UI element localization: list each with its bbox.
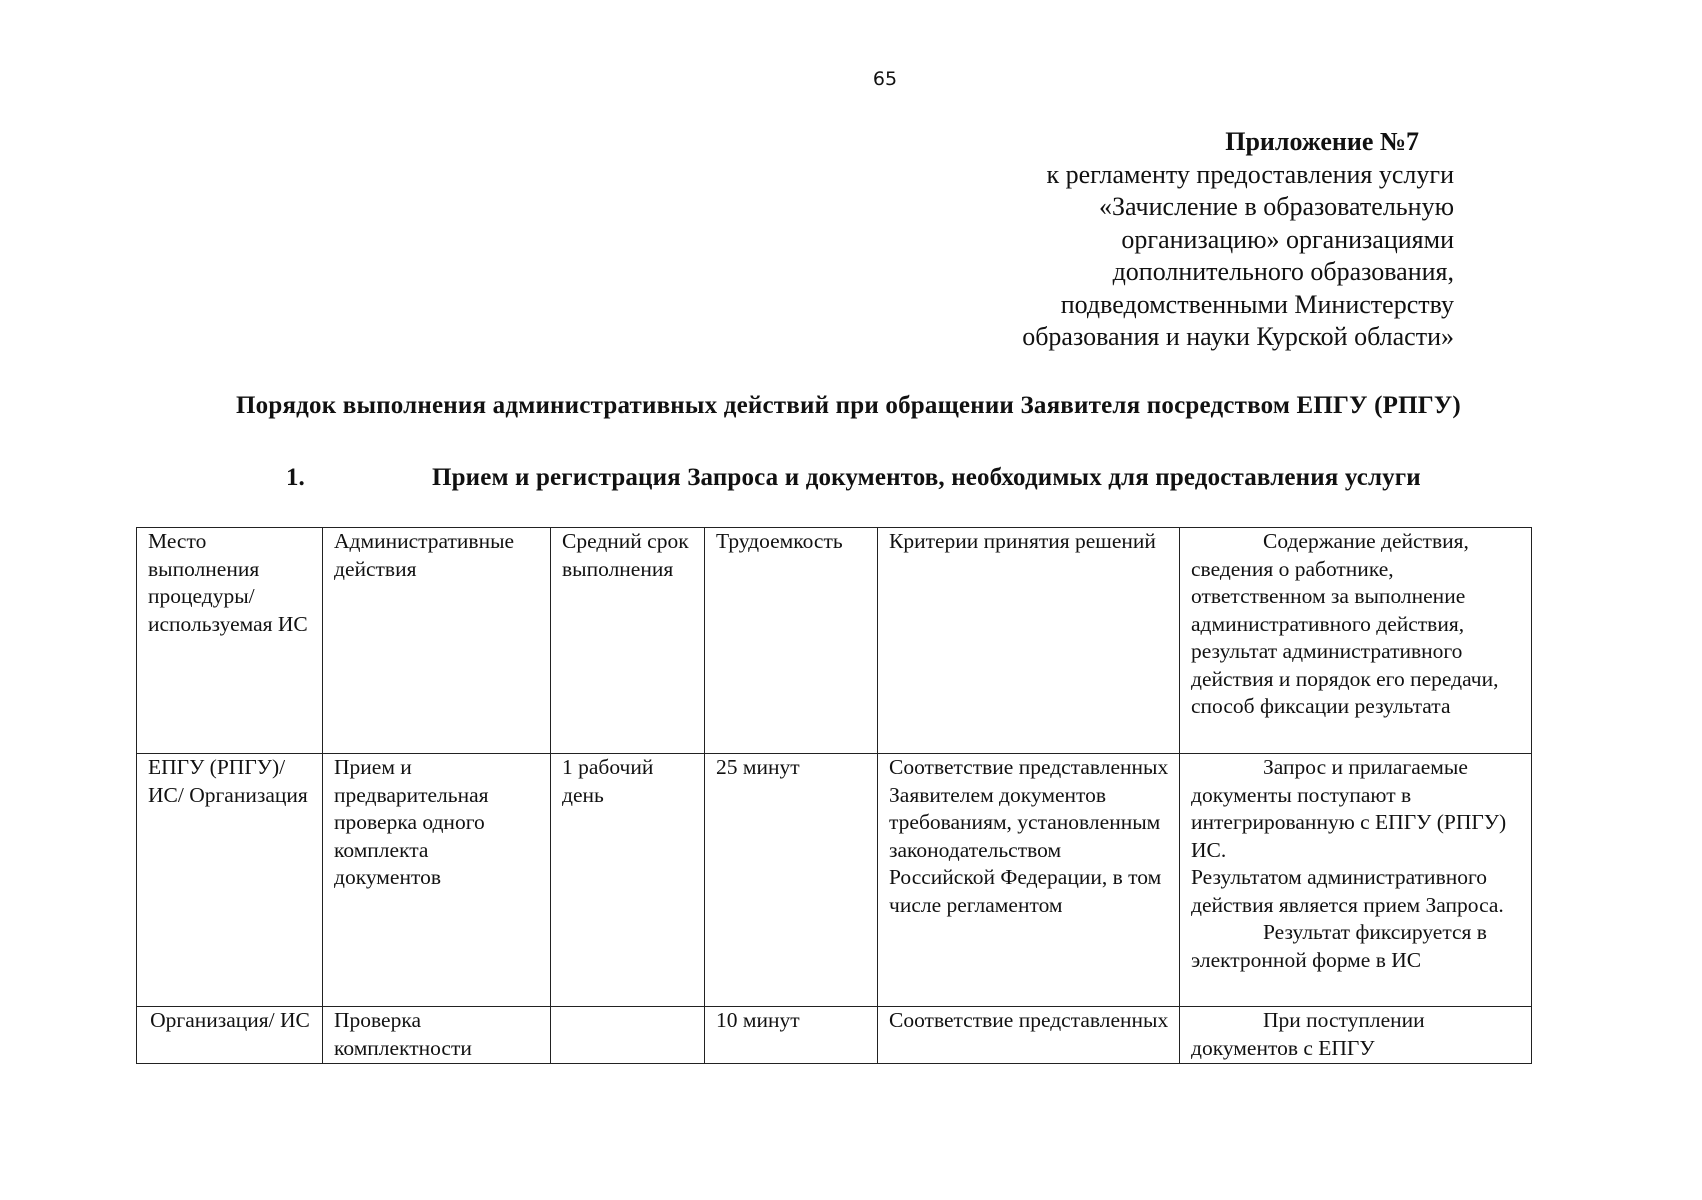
cell-content: При поступлении документов с ЕПГУ (1180, 1007, 1532, 1064)
cell-action: Проверка комплектности (323, 1007, 551, 1064)
document-title: Порядок выполнения административных действий при обращении Заявителя посредством ЕПГУ (РПГУ) (236, 392, 1461, 419)
section-number: 1. (286, 464, 305, 491)
cell-term: 1 рабочий день (551, 754, 705, 1007)
section-title: Прием и регистрация Запроса и документов, необходимых для предоставления услуги (432, 464, 1421, 491)
cell-place: Организация/ ИС (137, 1007, 323, 1064)
content-paragraph: Запрос и прилагаемые документы поступают в интегрированную с ЕПГУ (РПГУ) ИС. (1191, 755, 1507, 862)
appendix-line: подведомственными Министерству (1060, 289, 1454, 319)
table-row (137, 754, 1532, 1007)
appendix-line: дополнительного образования, (1112, 257, 1454, 286)
appendix-line: «Зачисление в образовательную (1099, 192, 1454, 221)
header-cell-action: Административные действия (323, 528, 551, 754)
appendix-line: организацию» организациями (1121, 224, 1454, 254)
cell-place: ЕПГУ (РПГУ)/ИС/ Организация (137, 754, 323, 1007)
content-paragraph: Результатом административного действия является прием Запроса. (1191, 865, 1504, 917)
header-cell-place: Место выполнения процедуры/ используемая ИС (137, 528, 323, 754)
header-cell-criteria: Критерии принятия решений (878, 528, 1180, 754)
page-number: 65 (872, 68, 898, 90)
cell-criteria: Соответствие представленных Заявителем документов требованиям, установленным законодательством Российской Федерации, в том числе регламентом (878, 754, 1180, 1007)
header-cell-labor: Трудоемкость (705, 528, 878, 754)
cell-criteria: Соответствие представленных (878, 1007, 1180, 1064)
appendix-block (1022, 126, 1454, 354)
table-row (137, 1007, 1532, 1064)
cell-term (551, 1007, 705, 1064)
header-cell-content: Содержание действия, сведения о работнике, ответственном за выполнение административного действия, результат административного действия и порядок его передачи, способ фиксации результата (1180, 528, 1532, 754)
appendix-title: Приложение №7 (1225, 127, 1419, 156)
content-paragraph: Результат фиксируется в электронной форме в ИС (1191, 920, 1487, 972)
cell-action: Прием и предварительная проверка одного комплекта документов (323, 754, 551, 1007)
cell-content (1180, 754, 1532, 1007)
appendix-line: образования и науки Курской области» (1022, 322, 1454, 351)
procedure-table (136, 527, 1532, 1064)
header-cell-term: Средний срок выполнения (551, 528, 705, 754)
table-header-row (137, 528, 1532, 754)
appendix-line: к регламенту предоставления услуги (1046, 159, 1454, 189)
cell-labor: 10 минут (705, 1007, 878, 1064)
cell-labor: 25 минут (705, 754, 878, 1007)
